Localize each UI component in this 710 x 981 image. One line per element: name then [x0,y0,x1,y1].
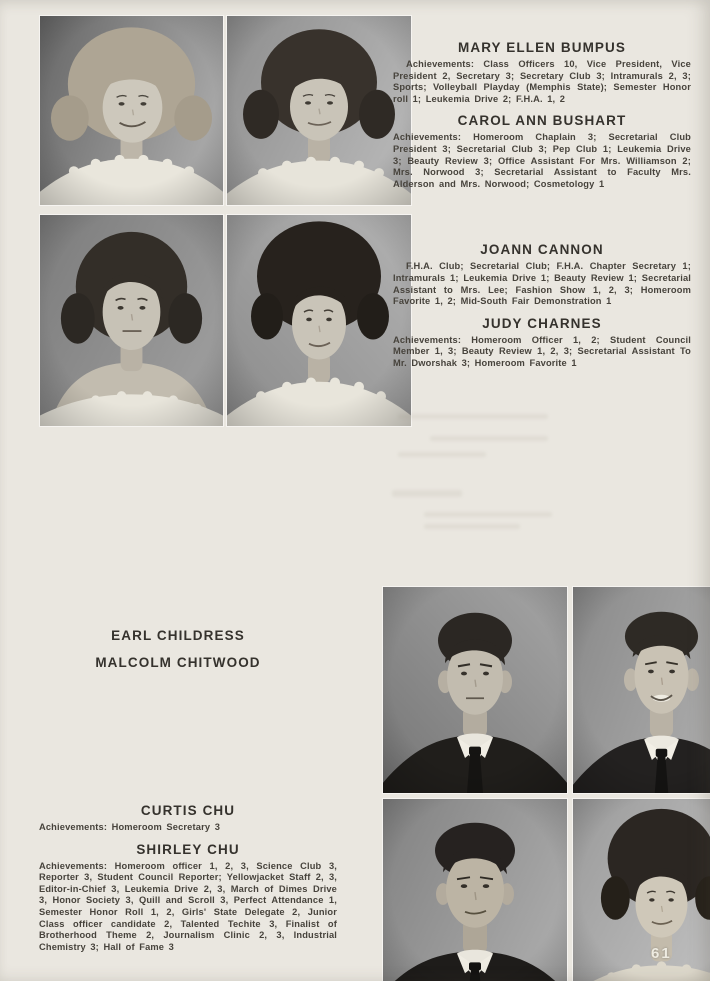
portrait-photo-girl-short-dark-hair [40,215,223,426]
reverse-print-show-through [430,436,548,441]
reverse-print-show-through [424,512,552,517]
student-achievements-charnes: Achievements: Homeroom Officer 1, 2; Student Council Member 1, 3; Beauty Review 1, 2, 3; Secretarial Assistant To Mr. Dworshak 3; Homeroom Favorite 1 [393,334,691,368]
portrait-illustration [40,16,223,205]
portrait-illustration [227,16,411,205]
page-number: 61 [651,945,672,962]
student-name-curtis-chu: CURTIS CHU [140,803,236,818]
student-name-bushart: CAROL ANN BUSHART [457,113,627,129]
student-name-shirley-chu: SHIRLEY CHU [136,841,240,857]
reverse-print-show-through [424,524,520,529]
portrait-illustration [383,587,567,793]
student-name-chitwood: MALCOLM CHITWOOD [95,655,261,670]
portrait-illustration [573,587,710,793]
portrait-illustration [383,799,567,981]
student-name-cannon: JOANN CANNON [480,242,604,258]
student-achievements-bushart: Achievements: Homeroom Chaplain 3; Secretarial Club President 3; Secretarial Club 3; Pep Club 1; Leukemia Drive 3; Beauty Review 3; Office Assistant For Mrs. Williamson 2; Mrs. Norwood 3; Secretarial Assistant to Faculty Mrs. Alderson and Mrs. Norwood; Cosmetology 1 [393,132,691,189]
portrait-photo-girl-dark-bob [227,16,411,205]
portrait-photo-boy-dark-suit [383,799,567,981]
portrait-photo-girl-bouffant [227,215,411,426]
portrait-photo-boy-smiling [573,587,710,793]
portrait-photo-boy-serious [383,587,567,793]
student-achievements-bumpus: Achievements: Class Officers 10, Vice President, Vice President 2, Secretary 3; Secretary Club 3; Intramurals 2, 3; Sports; Volleyball Playday (Memphis State); Semester Honor roll 1; Leukemia Drive 2; F.H.A. 1, 2 [393,59,691,104]
portrait-illustration [573,799,710,981]
student-name-bumpus: MARY ELLEN BUMPUS [458,40,626,55]
reverse-print-show-through [392,490,462,497]
reverse-print-show-through [398,414,548,419]
achievements-column-right [393,40,691,370]
student-achievements-curtis-chu: Achievements: Homeroom Secretary 3 [39,822,221,832]
student-achievements-cannon: F.H.A. Club; Secretarial Club; F.H.A. Chapter Secretary 1; Intramurals 1; Leukemia Drive 1; Beauty Review 1; Secretarial Assistant to Mrs. Lee; Fashion Show 1, 2, 3; Homeroom Favorite 1, 2; Mid-South Fair Demonstration 1 [393,261,691,307]
portrait-photo-girl-light-bob [40,16,223,205]
student-name-childress: EARL CHILDRESS [111,628,245,643]
name-only-list [39,622,317,676]
student-achievements-shirley-chu: Achievements: Homeroom officer 1, 2, 3, Science Club 3, Reporter 3, Student Council Reporter; Yellowjacket Staff 2, 3, Editor-in-Chief 3, Leukemia Drive 2, 3, March of Dimes Drive 3, Honor Society 3, Quill and Scroll 3, Perfect Attendance 1, Semester Honor Roll 1, 2, Girls' State Delegate 2, Junior Class officer candidate 2, Talented Techite 3, Finalist of Brotherhood Theme 2, Journalism Clinic 2, 3, Industrial Chemistry 3; Hall of Fame 3 [39,860,337,952]
portrait-illustration [227,215,411,426]
achievements-column-left [39,803,337,953]
portrait-illustration [40,215,223,426]
portrait-photo-girl-bouffant-light [573,799,710,981]
reverse-print-show-through [398,452,486,457]
student-name-charnes: JUDY CHARNES [482,315,602,331]
